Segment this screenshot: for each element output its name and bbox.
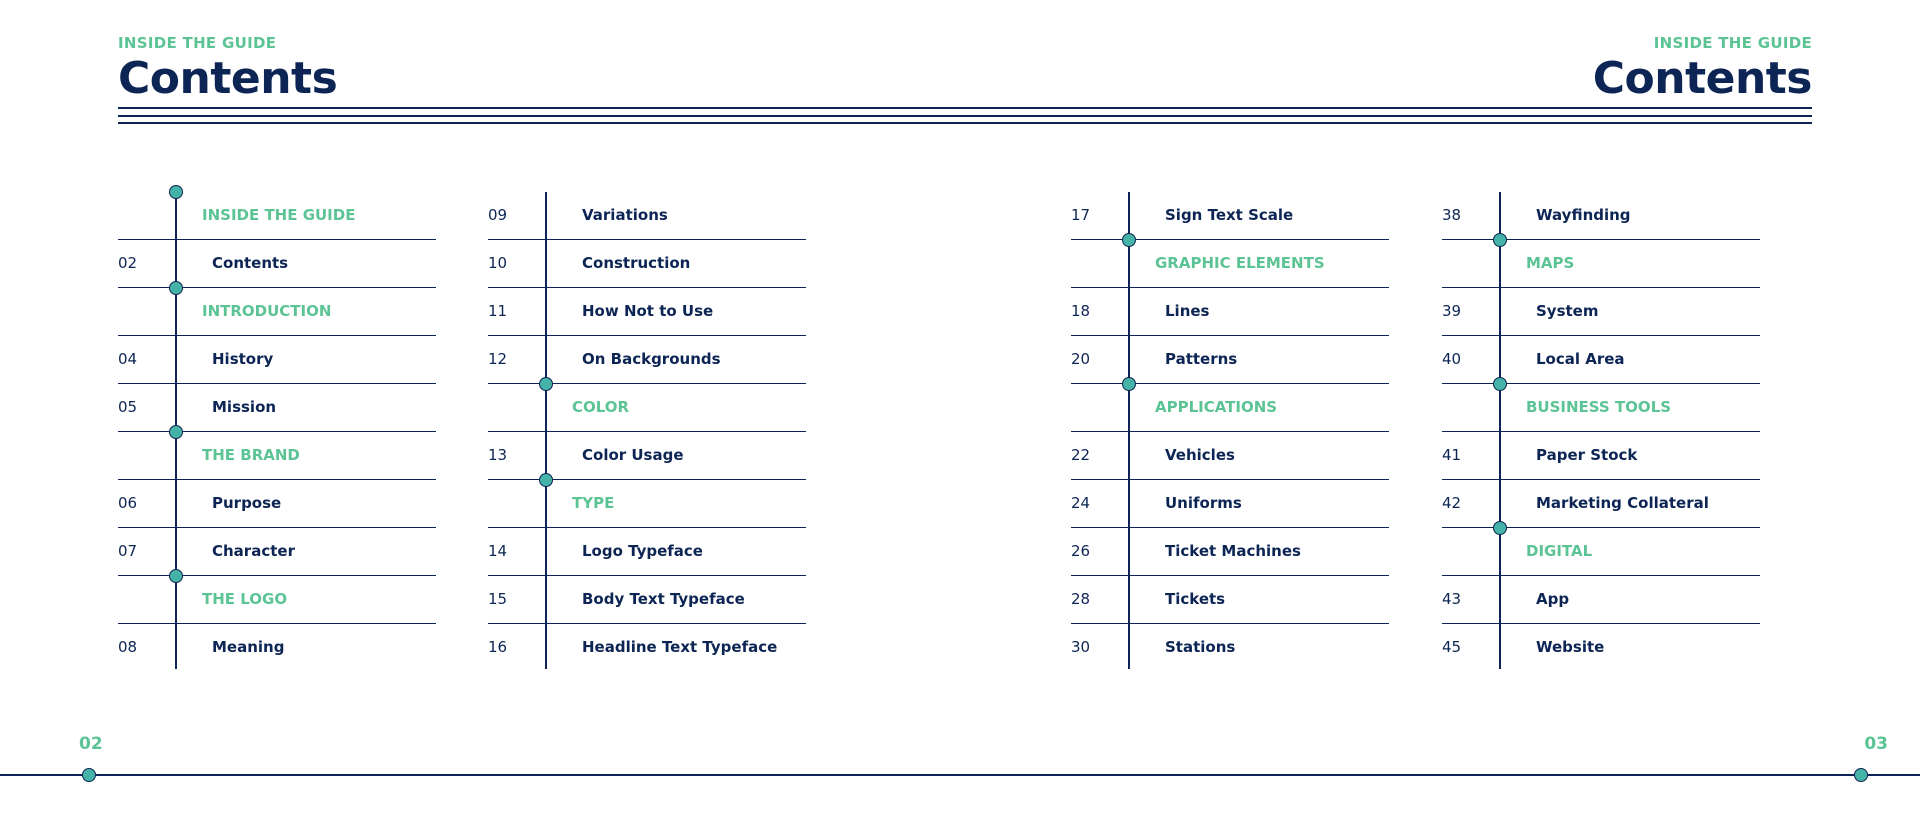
page-number: 39 (1442, 302, 1462, 320)
contents-entry[interactable] (1442, 336, 1760, 384)
timeline-marker (169, 569, 183, 583)
page-number: 30 (1071, 638, 1091, 656)
section-title: THE BRAND (202, 446, 300, 464)
page-number: 05 (118, 398, 138, 416)
contents-entry[interactable] (118, 240, 436, 288)
section-heading-row[interactable] (488, 384, 806, 432)
section-heading-row[interactable] (118, 432, 436, 480)
timeline-marker (169, 185, 183, 199)
section-heading-row[interactable] (118, 288, 436, 336)
section-title: TYPE (572, 494, 615, 512)
right-header (1593, 34, 1812, 104)
contents-entry[interactable] (118, 480, 436, 528)
page-number: 02 (118, 254, 138, 272)
entry-title: Color Usage (582, 446, 684, 464)
section-heading-row[interactable] (488, 480, 806, 528)
contents-entry[interactable] (1071, 576, 1389, 624)
contents-entry[interactable] (1071, 432, 1389, 480)
section-heading-row[interactable] (1442, 528, 1760, 576)
left-page-title: Contents (118, 53, 338, 104)
timeline-marker (1122, 233, 1136, 247)
right-page-title: Contents (1592, 53, 1812, 104)
entry-title: Sign Text Scale (1165, 206, 1294, 224)
page-number: 42 (1442, 494, 1462, 512)
contents-entry[interactable] (1071, 288, 1389, 336)
contents-entry[interactable] (1442, 576, 1760, 624)
contents-entry[interactable] (488, 624, 806, 672)
timeline-marker (1122, 377, 1136, 391)
header-rule (118, 115, 1812, 117)
page-number: 17 (1071, 206, 1091, 224)
section-title: THE LOGO (202, 590, 288, 608)
page-number: 40 (1442, 350, 1462, 368)
left-header (118, 34, 337, 104)
footer-dot-right (1854, 768, 1868, 782)
contents-entry[interactable] (118, 528, 436, 576)
contents-entry[interactable] (1442, 432, 1760, 480)
section-title: GRAPHIC ELEMENTS (1155, 254, 1325, 272)
timeline-marker (169, 425, 183, 439)
contents-entry[interactable] (1442, 192, 1760, 240)
entry-title: On Backgrounds (582, 350, 721, 368)
page-number: 08 (118, 638, 138, 656)
section-title: INTRODUCTION (202, 302, 332, 320)
section-title: DIGITAL (1526, 542, 1593, 560)
entry-title: Contents (212, 254, 289, 272)
contents-entry[interactable] (488, 240, 806, 288)
entry-title: Headline Text Typeface (582, 638, 778, 656)
timeline-marker (1493, 521, 1507, 535)
page-number: 43 (1442, 590, 1462, 608)
contents-entry[interactable] (1071, 624, 1389, 672)
entry-title: Marketing Collateral (1536, 494, 1709, 512)
entry-title: Meaning (212, 638, 285, 656)
footer-line-left (0, 774, 966, 776)
section-heading-row[interactable] (1071, 384, 1389, 432)
section-heading-row[interactable] (1071, 240, 1389, 288)
page-number: 12 (488, 350, 508, 368)
header-rule (118, 107, 1812, 109)
entry-title: Logo Typeface (582, 542, 703, 560)
entry-title: Patterns (1165, 350, 1238, 368)
right-page-number: 03 (1864, 734, 1888, 754)
section-heading-row[interactable] (1442, 384, 1760, 432)
timeline-marker (1493, 377, 1507, 391)
page-number: 04 (118, 350, 138, 368)
page-number: 24 (1071, 494, 1091, 512)
contents-entry[interactable] (1071, 336, 1389, 384)
entry-title: Wayfinding (1536, 206, 1631, 224)
timeline-marker (539, 377, 553, 391)
timeline-marker (539, 473, 553, 487)
left-page-number: 02 (79, 734, 103, 754)
contents-entry[interactable] (1071, 480, 1389, 528)
page-number: 10 (488, 254, 508, 272)
contents-entry[interactable] (118, 384, 436, 432)
section-title: BUSINESS TOOLS (1526, 398, 1672, 416)
contents-entry[interactable] (488, 336, 806, 384)
entry-title: Variations (582, 206, 668, 224)
contents-entry[interactable] (118, 336, 436, 384)
entry-title: Stations (1165, 638, 1236, 656)
page-number: 09 (488, 206, 508, 224)
entry-title: App (1536, 590, 1570, 608)
page-number: 13 (488, 446, 508, 464)
entry-title: History (212, 350, 274, 368)
page-number: 06 (118, 494, 138, 512)
entry-title: Local Area (1536, 350, 1625, 368)
timeline-marker (1493, 233, 1507, 247)
right-eyebrow: INSIDE THE GUIDE (1653, 34, 1812, 52)
contents-entry[interactable] (488, 432, 806, 480)
page-number: 18 (1071, 302, 1091, 320)
entry-title: Lines (1165, 302, 1210, 320)
page-number: 22 (1071, 446, 1091, 464)
entry-title: Construction (582, 254, 691, 272)
timeline-marker (169, 281, 183, 295)
entry-title: Character (212, 542, 295, 560)
footer-dot-left (82, 768, 96, 782)
page-number: 38 (1442, 206, 1462, 224)
left-eyebrow: INSIDE THE GUIDE (118, 34, 277, 52)
entry-title: Mission (212, 398, 277, 416)
section-title: MAPS (1526, 254, 1575, 272)
contents-entry[interactable] (488, 192, 806, 240)
page-number: 28 (1071, 590, 1091, 608)
entry-title: Website (1536, 638, 1605, 656)
page-number: 11 (488, 302, 508, 320)
section-title: COLOR (572, 398, 630, 416)
entry-title: Body Text Typeface (582, 590, 745, 608)
entry-title: Uniforms (1165, 494, 1242, 512)
footer-line-right (966, 774, 1920, 776)
page-number: 16 (488, 638, 508, 656)
contents-entry[interactable] (1071, 192, 1389, 240)
entry-title: System (1536, 302, 1599, 320)
section-title: INSIDE THE GUIDE (202, 206, 356, 224)
section-heading-row[interactable] (1442, 240, 1760, 288)
contents-entry[interactable] (118, 624, 436, 672)
contents-entry[interactable] (488, 528, 806, 576)
contents-entry[interactable] (1071, 528, 1389, 576)
entry-title: Paper Stock (1536, 446, 1638, 464)
section-heading-row[interactable] (118, 192, 436, 240)
page-number: 15 (488, 590, 508, 608)
page-number: 20 (1071, 350, 1091, 368)
entry-title: Ticket Machines (1165, 542, 1301, 560)
page-number: 07 (118, 542, 138, 560)
contents-entry[interactable] (1442, 288, 1760, 336)
page-number: 45 (1442, 638, 1462, 656)
contents-entry[interactable] (1442, 480, 1760, 528)
page-number: 41 (1442, 446, 1462, 464)
page-number: 14 (488, 542, 508, 560)
header-rule (118, 122, 1812, 124)
contents-entry[interactable] (488, 576, 806, 624)
contents-entry[interactable] (488, 288, 806, 336)
section-title: APPLICATIONS (1155, 398, 1278, 416)
contents-entry[interactable] (1442, 624, 1760, 672)
entry-title: Tickets (1165, 590, 1226, 608)
entry-title: Purpose (212, 494, 282, 512)
section-heading-row[interactable] (118, 576, 436, 624)
page-number: 26 (1071, 542, 1091, 560)
entry-title: How Not to Use (582, 302, 714, 320)
entry-title: Vehicles (1165, 446, 1235, 464)
